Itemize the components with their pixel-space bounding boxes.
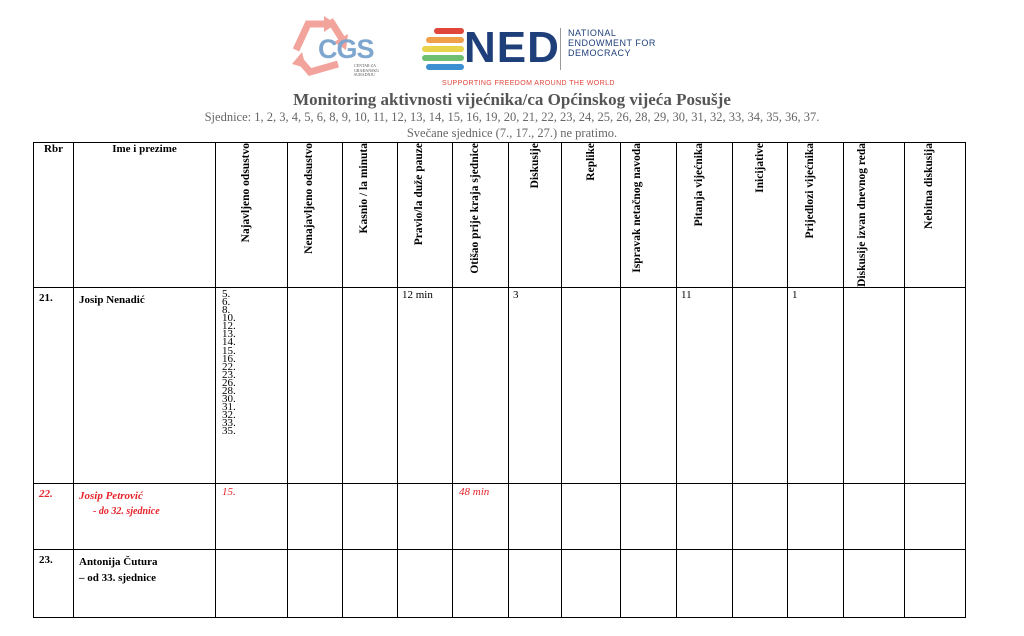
left-early-cell: 48 min: [453, 483, 509, 549]
off-agenda-cell: [844, 549, 905, 617]
longer-breaks-cell: 12 min: [398, 287, 453, 483]
header-logos: [0, 8, 1024, 88]
col-header-late-minutes: Kasnio / la minuta: [343, 143, 398, 288]
sessions-note: Svečane sjednice (7., 17., 27.) ne pratimo.: [406, 126, 618, 140]
ned-full-name: NATIONAL ENDOWMENT FOR DEMOCRACY: [568, 28, 656, 58]
col-header-left-early: Otišao prije kraja sjednice: [453, 143, 509, 288]
discussions-cell: 3: [509, 287, 562, 483]
late-minutes-cell: [343, 483, 398, 549]
announced-absence-cell: [216, 549, 288, 617]
cgs-logo: [288, 12, 398, 84]
table-header-row: [34, 143, 966, 288]
col-header-announced-absence: Najavljeno odsustvo: [216, 143, 288, 288]
irrelevant-cell: [905, 549, 966, 617]
cgs-logo-subtext: CENTAR ZA GRAĐANSKU SURADNJU: [354, 63, 380, 77]
initiatives-cell: [733, 483, 788, 549]
ned-tagline: SUPPORTING FREEDOM AROUND THE WORLD: [442, 80, 615, 87]
councillor-name: Josip Petrović: [79, 489, 143, 502]
col-header-name: Ime i prezime: [74, 143, 216, 288]
off-agenda-cell: [844, 483, 905, 549]
initiatives-cell: [733, 549, 788, 617]
unannounced-absence-cell: [288, 549, 343, 617]
left-early-cell: [453, 287, 509, 483]
councillor-name-cell: [74, 483, 216, 549]
proposals-cell: [788, 549, 844, 617]
page-title: Monitoring aktivnosti vijećnika/ca Općinskog vijeća Posušje: [293, 90, 731, 109]
irrelevant-cell: [905, 287, 966, 483]
monitoring-table: [33, 142, 966, 618]
col-header-correction: Ispravak netačnog navoda: [621, 143, 677, 288]
replies-cell: [562, 287, 621, 483]
col-header-proposals: Prijedlozi vijećnika: [788, 143, 844, 288]
col-header-questions: Pitanja vijećnika: [677, 143, 733, 288]
replies-cell: [562, 549, 621, 617]
col-header-irrelevant: Nebitna diskusija: [905, 143, 966, 288]
councillor-name: Josip Nenadić: [74, 287, 216, 483]
table-row: [34, 549, 966, 617]
late-minutes-cell: [343, 287, 398, 483]
row-number: 22.: [34, 483, 74, 549]
discussions-cell: [509, 483, 562, 549]
irrelevant-cell: [905, 483, 966, 549]
questions-cell: [677, 483, 733, 549]
ned-logo: [414, 16, 654, 88]
correction-cell: [621, 287, 677, 483]
col-header-longer-breaks: Pravio/la duže pauze: [398, 143, 453, 288]
councillor-name-note: - do 32. sjednice: [93, 505, 160, 517]
col-header-discussions: Diskusije: [509, 143, 562, 288]
correction-cell: [621, 549, 677, 617]
announced-absence-cell: 5. 6. 8. 10. 12. 13. 14. 15. 16. 22. 23. 26. 28. 30. 31. 32. 33. 35.: [216, 287, 288, 483]
correction-cell: [621, 483, 677, 549]
proposals-cell: 1: [788, 287, 844, 483]
ned-logo-text: NED: [464, 23, 560, 72]
questions-cell: 11: [677, 287, 733, 483]
late-minutes-cell: [343, 549, 398, 617]
questions-cell: [677, 549, 733, 617]
col-header-unannounced-absence: Nenajavljeno odsustvo: [288, 143, 343, 288]
ned-divider: [560, 28, 561, 70]
councillor-name: Antonija Čutura: [79, 555, 158, 568]
proposals-cell: [788, 483, 844, 549]
announced-absence-cell: 15.: [216, 483, 288, 549]
cgs-logo-text: CGS: [318, 34, 374, 64]
col-header-initiatives: Inicijative: [733, 143, 788, 288]
off-agenda-cell: [844, 287, 905, 483]
table-row: [34, 287, 966, 483]
discussions-cell: [509, 549, 562, 617]
row-number: 23.: [34, 549, 74, 617]
councillor-name-cell: [74, 549, 216, 617]
replies-cell: [562, 483, 621, 549]
table-row: [34, 483, 966, 549]
councillor-name-note: – od 33. sjednice: [79, 571, 156, 584]
col-header-off-agenda: Diskusije izvan dnevnog reda: [844, 143, 905, 288]
longer-breaks-cell: [398, 549, 453, 617]
row-number: 21.: [34, 287, 74, 483]
initiatives-cell: [733, 287, 788, 483]
left-early-cell: [453, 549, 509, 617]
sessions-list: Sjednice: 1, 2, 3, 4, 5, 6, 8, 9, 10, 11, 12, 13, 14, 15, 16, 19, 20, 21, 22, 23, 24, 25, 26, 28, 29, 30, 31, 32, 33, 34, 35, 36, 37.: [204, 110, 820, 124]
longer-breaks-cell: [398, 483, 453, 549]
unannounced-absence-cell: [288, 287, 343, 483]
col-header-rbr: Rbr: [34, 143, 74, 288]
unannounced-absence-cell: [288, 483, 343, 549]
col-header-replies: Replike: [562, 143, 621, 288]
